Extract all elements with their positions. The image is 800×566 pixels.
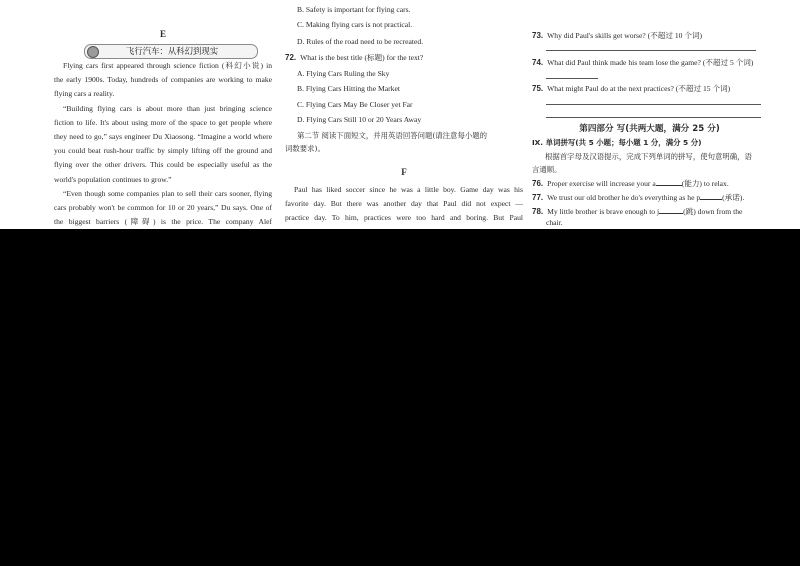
passage-e-line: flying cars a reality. (54, 89, 115, 98)
passage-e-column (54, 0, 272, 228)
question-73 (532, 31, 767, 40)
answer-column (532, 0, 767, 228)
passage-f-line: Paul has liked soccer since he was a little boy. Game day was his (294, 185, 523, 194)
blank-76[interactable] (656, 178, 682, 186)
question-76-text-b: (能力) to relax. (681, 179, 729, 188)
question-77-number: 77. (532, 193, 544, 202)
option-71-b: B. Safety is important for flying cars. (297, 5, 411, 14)
part-4-subheading: Ⅸ. 单词拼写(共 5 小题；每小题 1 分，满分 5 分) (532, 138, 702, 147)
section-letter-e: E (159, 29, 166, 39)
passage-e-line: “Building flying cars is about more than just bringing science (63, 104, 272, 113)
passage-f-line: practice day. To him, practices were too hard and boring. But Paul (285, 213, 523, 222)
option-72-a: A. Flying Cars Ruling the Sky (297, 69, 390, 78)
option-72-d: D. Flying Cars Still 10 or 20 Years Away (297, 115, 422, 124)
question-76-text-a: Proper exercise will increase your a (547, 179, 656, 188)
bullet-icon (87, 46, 99, 58)
section-2-instruction-cont: 词数要求)。 (285, 144, 325, 153)
option-72-b: B. Flying Cars Hitting the Market (297, 84, 400, 93)
answer-line-75[interactable] (546, 104, 761, 105)
topic-tag-text: 飞行汽车：从科幻到现实 (126, 46, 219, 56)
passage-e-line: world's population continues to grow.” (54, 175, 172, 184)
question-73-number: 73. (532, 31, 544, 40)
question-74 (532, 58, 767, 67)
question-78 (532, 206, 767, 216)
part-4-instruction: 根据首字母及汉语提示，完成下列单词的拼写，使句意明确，语 (545, 152, 752, 161)
passage-e-line: they need to go,” says engineer Du Xiaosong. “Imagine a world where (54, 132, 272, 141)
answer-line-75b[interactable] (546, 117, 761, 118)
answer-line-73[interactable] (546, 50, 756, 51)
question-72 (285, 53, 523, 62)
answer-line-74[interactable] (546, 78, 598, 79)
blank-78[interactable] (659, 206, 683, 214)
passage-e-line: flying over the other drivers. This could be especially useful as the (54, 160, 272, 169)
blank-77[interactable] (700, 192, 722, 200)
question-76-number: 76. (532, 179, 544, 188)
passage-e-line: you could beat rush-hour traffic by simply lifting off the ground and (54, 146, 272, 155)
question-75-number: 75. (532, 84, 544, 93)
passage-e-line: the early 1900s. Today, hundreds of companies are working to make (54, 75, 272, 84)
questions-column (285, 0, 523, 228)
question-74-number: 74. (532, 58, 544, 67)
question-75 (532, 84, 767, 93)
question-77 (532, 192, 767, 202)
section-letter-f: F (401, 167, 407, 177)
option-72-c: C. Flying Cars May Be Closer yet Far (297, 100, 413, 109)
part-4-heading: 第四部分 写(共两大题，满分 25 分) (579, 124, 720, 134)
question-78-number: 78. (532, 207, 544, 216)
part-4-instruction-cont: 言通顺。 (532, 165, 562, 174)
question-72-number: 72. (285, 53, 297, 62)
question-73-text: Why did Paul's skills get worse? (不超过 10 个词) (547, 31, 703, 40)
passage-e-line: cars probably won't be common for 10 or 20 years,” Du says. One of (54, 203, 272, 212)
section-2-instruction: 第二节 阅读下面短文，并用英语回答问题(请注意每小题的 (297, 131, 488, 140)
question-72-text: What is the best title (标题) for the text? (300, 53, 424, 62)
question-78-text-b: (跳) down from the (683, 207, 743, 216)
passage-f-line: favorite day. But there was another day that Paul did not expect — (285, 199, 523, 208)
option-71-d: D. Rules of the road need to be recreated. (297, 37, 424, 46)
question-76 (532, 178, 767, 188)
question-78-cont: chair. (546, 218, 563, 227)
passage-e-line: the biggest barriers (障碍) is the price. The company Alef (54, 217, 272, 226)
passage-e-line: “Even though some companies plan to sell their cars sooner, flying (63, 189, 272, 198)
passage-e-line: Flying cars first appeared through science fiction (科幻小说) in (63, 61, 272, 70)
black-area (0, 229, 800, 566)
question-77-text-a: We trust our old brother he do's everything as he p (547, 193, 701, 202)
question-74-text: What did Paul think made his team lose the game? (不超过 5 个词) (547, 58, 754, 67)
question-78-text-a: My little brother is brave enough to j (547, 207, 660, 216)
passage-e-line: fiction to life. It's about using more of the space to get people where (54, 118, 272, 127)
question-75-text: What might Paul do at the next practices? (不超过 15 个词) (547, 84, 731, 93)
topic-tag (84, 44, 262, 59)
option-71-c: C. Making flying cars is not practical. (297, 20, 413, 29)
question-77-text-b: (承诺). (722, 193, 745, 202)
